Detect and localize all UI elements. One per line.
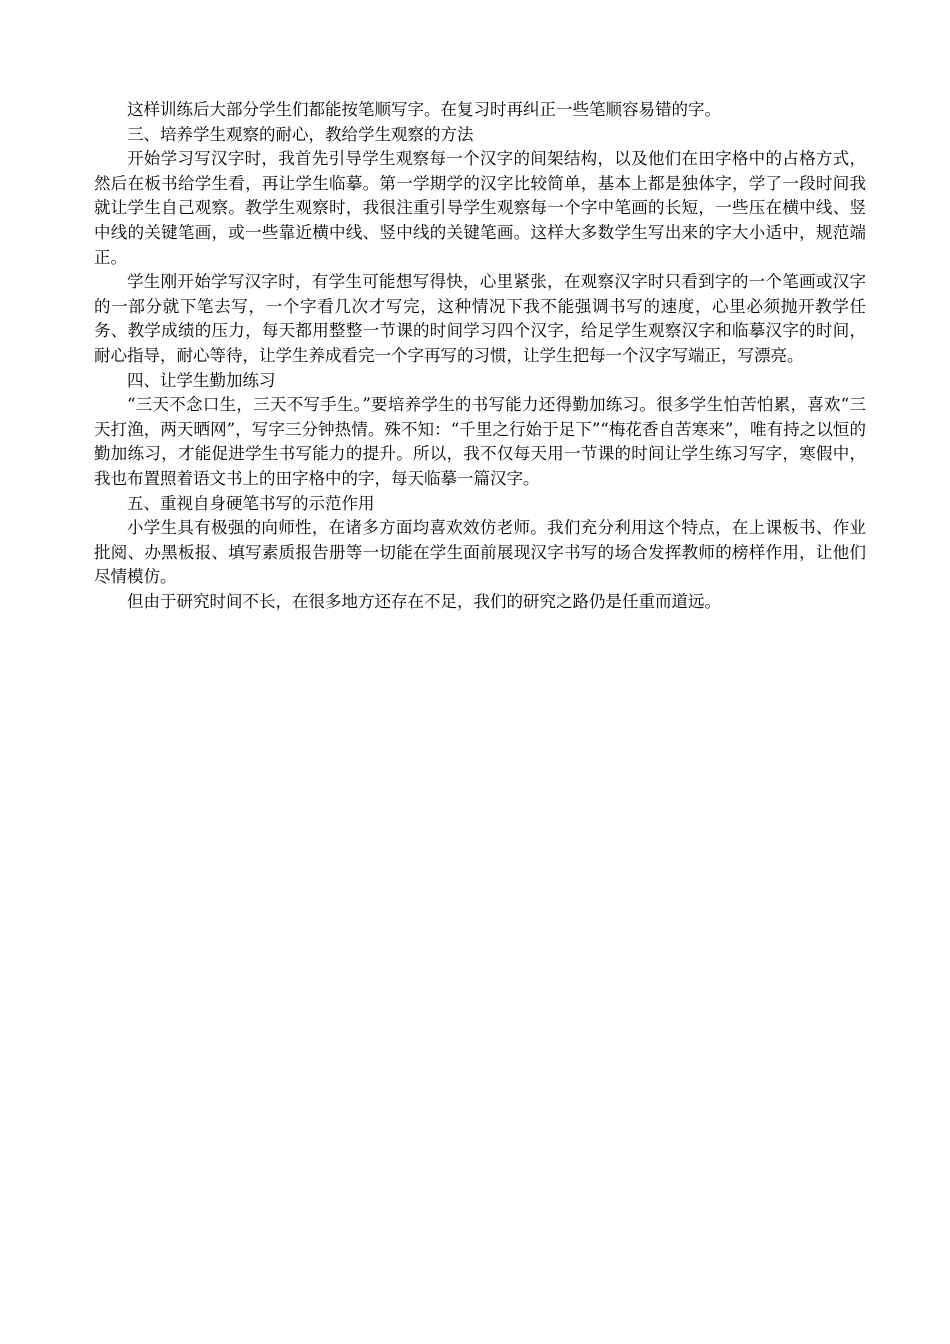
paragraph-teacher-example: 小学生具有极强的向师性，在诸多方面均喜欢效仿老师。我们充分利用这个特点，在上课板书、作业批阅、办黑板报、填写素质报告册等一切能在学生面前展现汉字书写的场合发挥教师的榜样作用，让他们尽情模仿。 bbox=[94, 518, 866, 587]
paragraph-stroke-order: 这样训练后大部分学生们都能按笔顺写字。在复习时再纠正一些笔顺容易错的字。 bbox=[127, 100, 721, 119]
heading-section-four: 四、让学生勤加练习 bbox=[127, 370, 276, 390]
paragraph-conclusion: 但由于研究时间不长，在很多地方还存在不足，我们的研究之路仍是任重而道远。 bbox=[127, 591, 721, 611]
paragraph-observation-method: 开始学习写汉字时，我首先引导学生观察每一个汉字的间架结构，以及他们在田字格中的占格方式，然后在板书给学生看，再让学生临摹。第一学期学的汉字比较简单，基本上都是独体字，学了一段时间我就让学生自己观察。教学生观察时，我很注重引导学生观察每一个字中笔画的长短，一些压在横中线、竖中线的关键笔画，或一些靠近横中线、竖中线的关键笔画。这样大多数学生写出来的字大小适中，规范端正。 bbox=[94, 149, 866, 267]
document-body bbox=[94, 98, 866, 614]
paragraph-observation-patience: 学生刚开始学写汉字时，有学生可能想写得快，心里紧张，在观察汉字时只看到字的一个笔画或汉字的一部分就下笔去写，一个字看几次才写完，这种情况下我不能强调书写的速度，心里必须抛开教学任务、教学成绩的压力，每天都用整整一节课的时间学习四个汉字，给足学生观察汉字和临摹汉字的时间，耐心指导，耐心等待，让学生养成看完一个字再写的习惯，让学生把每一个汉字写端正，写漂亮。 bbox=[94, 272, 866, 365]
heading-section-three: 三、培养学生观察的耐心，教给学生观察的方法 bbox=[127, 124, 474, 144]
heading-section-five: 五、重视自身硬笔书写的示范作用 bbox=[127, 493, 375, 513]
paragraph-practice: “三天不念口生，三天不写手生。”要培养学生的书写能力还得勤加练习。很多学生怕苦怕累，喜欢“三天打渔，两天晒网”，写字三分钟热情。殊不知：“千里之行始于足下”“梅花香自苦寒来”，唯有持之以恒的勤加练习，才能促进学生书写能力的提升。所以，我不仅每天用一节课的时间让学生练习写字，寒假中，我也布置照着语文书上的田字格中的字，每天临摹一篇汉字。 bbox=[94, 395, 866, 488]
